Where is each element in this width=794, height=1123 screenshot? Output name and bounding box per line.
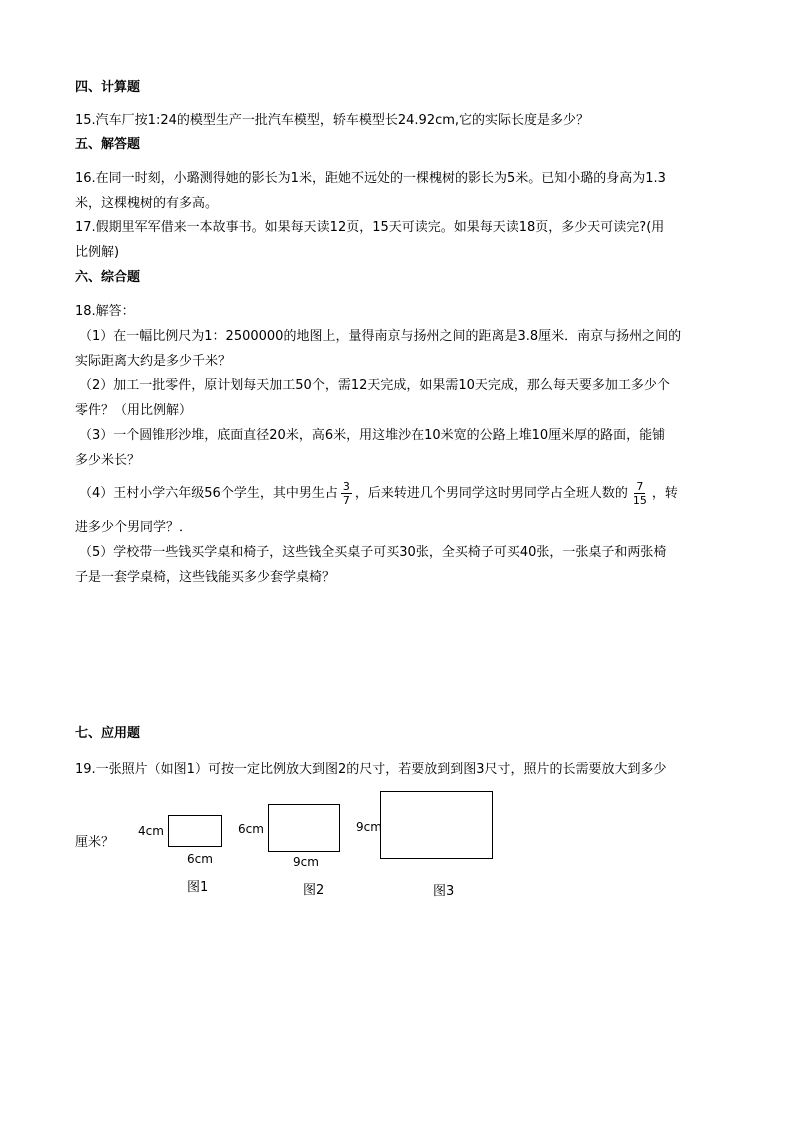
question-17-line-1: 17.假期里军军借来一本故事书。如果每天读12页，15天可读完。如果每天读18页，多少天可读完?(用 (75, 220, 665, 235)
figure-3-rectangle (380, 791, 493, 859)
question-18-part-1-line-2: 实际距离大约是多少千米？ (75, 354, 232, 369)
figure-3-caption: 图3 (433, 884, 455, 899)
section-heading-comprehensive: 六、综合题 (75, 270, 141, 285)
question-18-part-4-line-2: 进多少个男同学？． (75, 520, 193, 535)
question-15: 15.汽车厂按1:24的模型生产一批汽车模型，轿车模型长24.92cm,它的实际长度是多少？ (75, 113, 590, 128)
question-18-part-3-line-1: （3）一个圆锥形沙堆，底面直径20米，高6米，用这堆沙在10米宽的公路上堆10厘米厚的路面，能铺 (79, 428, 666, 443)
fraction-seven-fifteenths (631, 480, 649, 507)
section-heading-calculation: 四、计算题 (75, 80, 141, 95)
question-19-line-1: 19.一张照片（如图1）可按一定比例放大到图2的尺寸，若要放到到图3尺寸，照片的长需要放大到多少 (75, 762, 667, 777)
question-18-part-4-text-a: （4）王村小学六年级56个学生，其中男生占 (79, 486, 338, 501)
section-heading-application: 七、应用题 (75, 726, 141, 741)
figure-3-height-label: 9cm (356, 820, 382, 834)
question-18-part-5-line-2: 子是一套学桌椅，这些钱能买多少套学桌椅？ (75, 570, 336, 585)
question-17-line-2: 比例解) (75, 245, 120, 260)
fraction-three-sevenths (341, 480, 352, 507)
fraction-denominator: 7 (342, 494, 350, 507)
fraction-numerator: 3 (342, 480, 350, 493)
question-18-part-3-line-2: 多少米长？ (75, 453, 141, 468)
question-16-line-2: 米，这棵槐树的有多高。 (75, 196, 219, 211)
figure-2-width-label: 9cm (293, 855, 319, 869)
question-18-part-2-line-2: 零件？（用比例解） (75, 403, 193, 418)
figure-1-height-label: 4cm (138, 824, 164, 838)
figure-2-rectangle (268, 804, 340, 852)
figure-2-caption: 图2 (303, 883, 325, 898)
question-18-part-2-line-1: （2）加工一批零件，原计划每天加工50个，需12天完成，如果需10天完成，那么每天要多加工多少个 (79, 378, 670, 393)
question-18-part-1-line-1: （1）在一幅比例尺为1：2500000的地图上，量得南京与扬州之间的距离是3.8厘米．南京与扬州之间的 (79, 329, 682, 344)
question-18-part-4-text-b: ，后来转进几个男同学这时男同学占全班人数的 (354, 486, 628, 501)
fraction-numerator: 7 (636, 480, 644, 493)
question-19-line-2: 厘米？ (75, 835, 115, 850)
question-18-part-4-text-c: ，转 (651, 486, 678, 501)
question-18-intro: 18.解答： (75, 304, 135, 319)
figure-2-height-label: 6cm (238, 822, 264, 836)
figure-1-width-label: 6cm (187, 852, 213, 866)
question-18-part-4-line-1 (79, 480, 678, 507)
fraction-denominator: 15 (632, 494, 647, 507)
question-16-line-1: 16.在同一时刻，小璐测得她的影长为1米，距她不远处的一棵槐树的影长为5米。已知小璐的身高为1.3 (75, 171, 666, 186)
figure-1-caption: 图1 (187, 880, 209, 895)
section-heading-answer: 五、解答题 (75, 137, 141, 152)
figure-1-rectangle (168, 815, 222, 847)
question-18-part-5-line-1: （5）学校带一些钱买学桌和椅子，这些钱全买桌子可买30张，全买椅子可买40张，一张桌子和两张椅 (79, 545, 667, 560)
